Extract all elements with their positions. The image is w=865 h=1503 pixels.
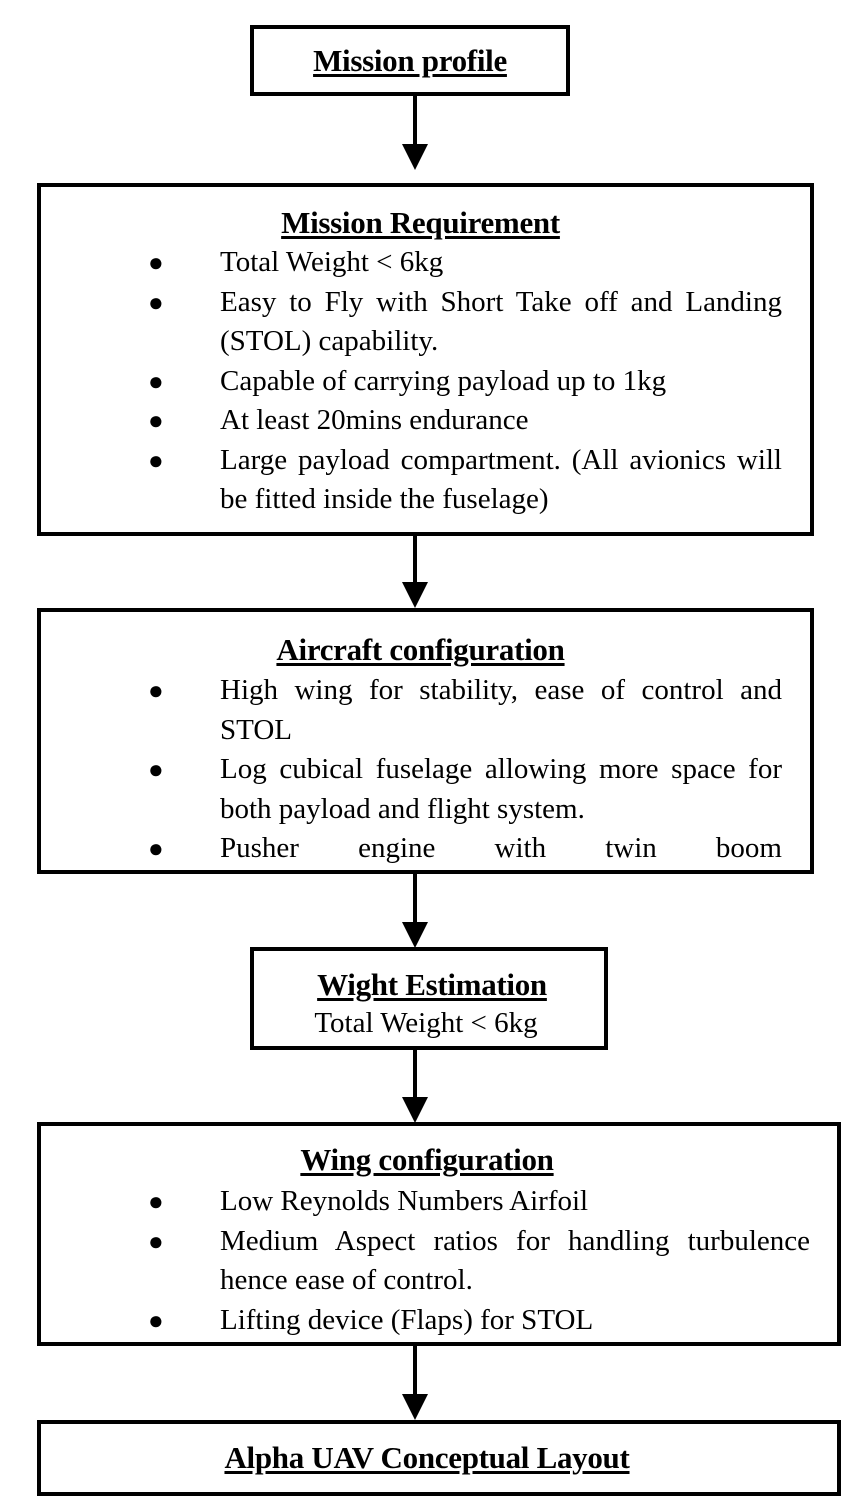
flow-arrow-4 [413,1050,417,1099]
list-item: ● Lifting device (Flaps) for STOL [220,1301,810,1341]
mission-profile-box [250,25,570,96]
arrow-head-2-icon [402,582,428,608]
mission-profile-title: Mission profile [313,43,507,78]
aircraft-configuration-box [37,608,814,874]
bullet-icon: ● [148,445,164,475]
bullet-icon: ● [148,1187,164,1216]
bullet-icon: ● [148,1305,164,1335]
wing-configuration-box [37,1122,841,1346]
aircraft-configuration-title: Aircraft configuration [276,632,565,667]
flow-arrow-5 [413,1346,417,1396]
bullet-icon: ● [148,366,164,396]
list-item: ● Log cubical fuselage allowing more space for both payload and flight system. [220,750,782,829]
weight-estimation-value: Total Weight < 6kg [314,1007,538,1039]
bullet-icon: ● [148,834,164,863]
list-item: ● Low Reynolds Numbers Airfoil [220,1182,810,1222]
wing-configuration-list [148,1182,810,1340]
bullet-icon: ● [148,248,164,277]
arrow-head-3-icon [402,922,428,948]
weight-estimation-title: Wight Estimation [317,967,547,1002]
conceptual-layout-box [37,1420,841,1496]
arrow-head-4-icon [402,1097,428,1123]
list-item: ● Medium Aspect ratios for handling turbulence hence ease of control. [220,1222,810,1301]
list-item: ● Capable of carrying payload up to 1kg [220,362,782,402]
conceptual-layout-title: Alpha UAV Conceptual Layout [224,1440,630,1475]
flow-arrow-2 [413,536,417,584]
bullet-icon: ● [148,1226,164,1256]
mission-requirement-box [37,183,814,536]
mission-requirement-list [148,243,782,520]
list-item: ● Easy to Fly with Short Take off and Landing (STOL) capability. [220,283,782,362]
mission-requirement-title: Mission Requirement [281,205,560,240]
aircraft-configuration-list [148,671,782,869]
arrow-head-5-icon [402,1394,428,1420]
arrow-head-1-icon [402,144,428,170]
wing-configuration-title: Wing configuration [300,1142,554,1177]
flow-arrow-1 [413,96,417,146]
list-item: ● Pusher engine with twin boom [220,829,782,869]
list-item: ● Large payload compartment. (All avionics will be fitted inside the fuselage) [220,441,782,520]
list-item: ● At least 20mins endurance [220,401,782,441]
list-item: ● Total Weight < 6kg [220,243,782,283]
bullet-icon: ● [148,676,164,705]
bullet-icon: ● [148,406,164,435]
bullet-icon: ● [148,755,164,784]
flow-arrow-3 [413,874,417,924]
list-item: ● High wing for stability, ease of control and STOL [220,671,782,750]
bullet-icon: ● [148,287,164,317]
weight-estimation-box [250,947,608,1050]
